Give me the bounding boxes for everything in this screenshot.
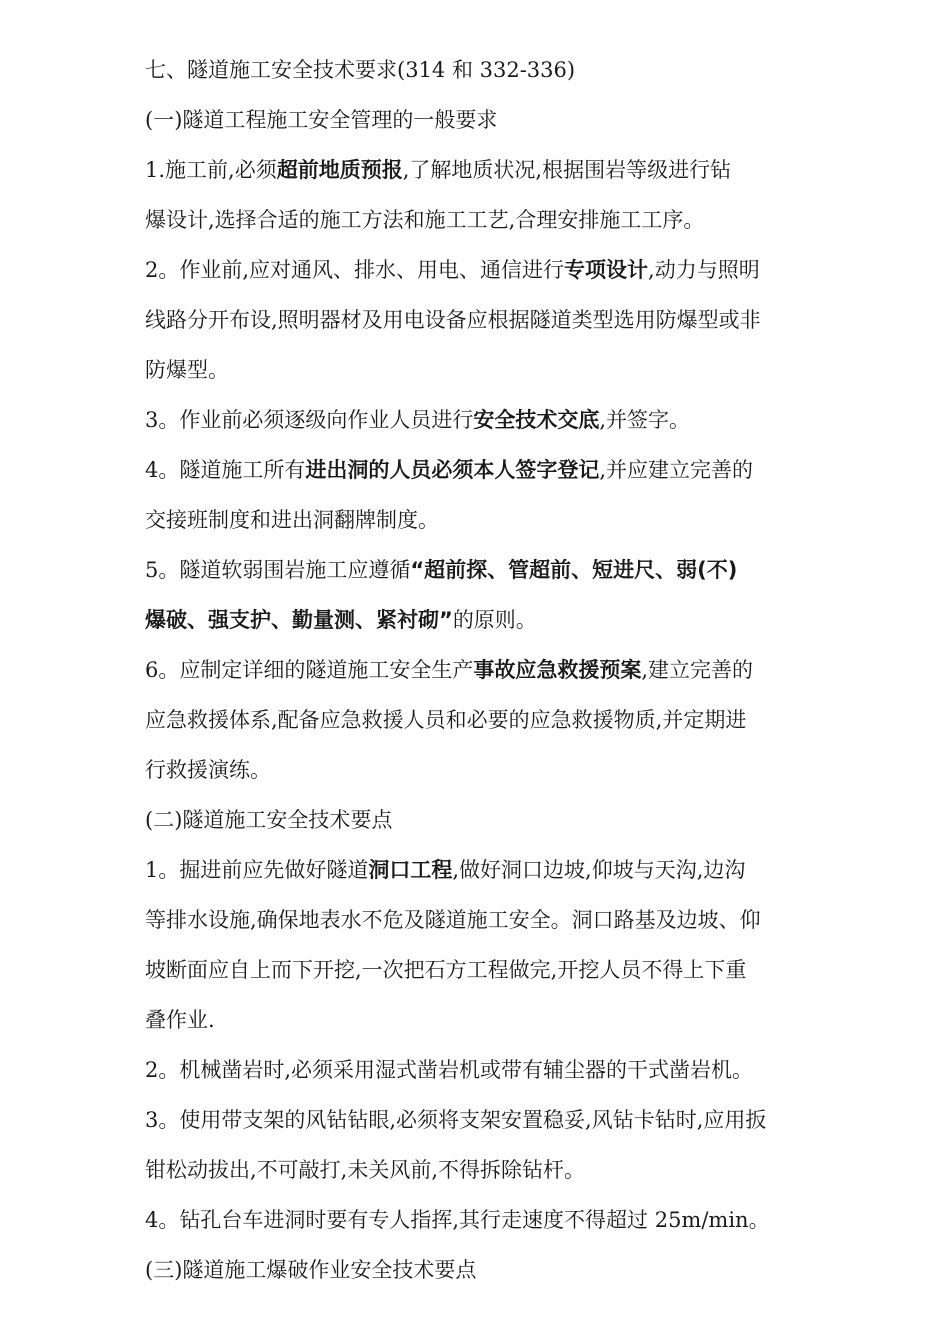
paragraph-line [145, 505, 825, 535]
text-run: 6。应制定详细的隧道施工安全生产 [145, 658, 474, 682]
paragraph-line [145, 355, 825, 385]
text-run: ,并签字。 [599, 408, 691, 432]
text-run: 1.施工前,必须 [145, 158, 277, 182]
paragraph-line [145, 955, 825, 985]
text-run: 2。机械凿岩时,必须采用湿式凿岩机或带有辅尘器的干式凿岩机。 [145, 1058, 754, 1082]
text-run: 3。作业前必须逐级向作业人员进行 [145, 408, 474, 432]
text-run: (一)隧道工程施工安全管理的一般要求 [145, 108, 498, 132]
text-run: 4。隧道施工所有 [145, 458, 306, 482]
text-run: 4。钻孔台车进洞时要有专人指挥,其行走速度不得超过 25m/min。 [145, 1208, 770, 1232]
bold-text-run: “超前探、管超前、短进尺、弱(不) [410, 558, 738, 582]
text-run: 坡断面应自上而下开挖,一次把石方工程做完,开挖人员不得上下重 [145, 958, 747, 982]
bold-text-run: 安全技术交底 [473, 408, 600, 432]
paragraph-line [145, 455, 825, 485]
paragraph-line [145, 655, 825, 685]
bold-text-run: 事故应急救援预案 [473, 658, 642, 682]
paragraph-line [145, 405, 825, 435]
text-run: 交接班制度和进出洞翻牌制度。 [145, 508, 439, 532]
text-run: 叠作业. [145, 1008, 215, 1032]
paragraph-line [145, 855, 825, 885]
text-run: 的原则。 [452, 608, 537, 632]
bold-text-run: 专项设计 [564, 258, 649, 282]
paragraph-line [145, 1155, 825, 1185]
text-run: ,建立完善的 [641, 658, 754, 682]
subsection-heading [145, 105, 825, 135]
text-run: 防爆型。 [145, 358, 229, 382]
paragraph-line [145, 1205, 825, 1235]
text-run: (二)隧道施工安全技术要点 [145, 808, 393, 832]
text-run: 七、隧道施工安全技术要求(314 和 332-336) [145, 58, 576, 82]
paragraph-line [145, 305, 825, 335]
bold-text-run: 洞口工程 [368, 858, 453, 882]
bold-text-run: 进出洞的人员必须本人签字登记 [305, 458, 600, 482]
section-heading [145, 55, 825, 85]
text-run: 5。隧道软弱围岩施工应遵循 [145, 558, 411, 582]
paragraph-line [145, 255, 825, 285]
paragraph-line [145, 1005, 825, 1035]
subsection-heading [145, 805, 825, 835]
text-run: 应急救援体系,配备应急救援人员和必要的应急救援物质,并定期进 [145, 708, 747, 732]
text-run: 3。使用带支架的风钻钻眼,必须将支架安置稳妥,风钻卡钻时,应用扳 [145, 1108, 767, 1132]
text-run: ,动力与照明 [648, 258, 760, 282]
paragraph-line [145, 605, 825, 635]
text-run: 线路分开布设,照明器材及用电设备应根据隧道类型选用防爆型或非 [145, 308, 761, 332]
text-run: ,并应建立完善的 [599, 458, 754, 482]
text-run: ,了解地质状况,根据围岩等级进行钻 [402, 158, 732, 182]
paragraph-line [145, 555, 825, 585]
text-run: 钳松动拔出,不可敲打,未关风前,不得拆除钻杆。 [145, 1158, 586, 1182]
text-run: 2。作业前,应对通风、排水、用电、通信进行 [145, 258, 565, 282]
text-run: (三)隧道施工爆破作业安全技术要点 [145, 1258, 477, 1282]
paragraph-line [145, 755, 825, 785]
paragraph-line [145, 705, 825, 735]
text-run: 行救援演练。 [145, 758, 271, 782]
paragraph-line [145, 205, 825, 235]
subsection-heading [145, 1255, 825, 1285]
paragraph-line [145, 1055, 825, 1085]
text-run: 1。掘进前应先做好隧道 [145, 858, 369, 882]
paragraph-line [145, 1105, 825, 1135]
bold-text-run: 爆破、强支护、勤量测、紧衬砌” [145, 608, 453, 632]
bold-text-run: 超前地质预报 [276, 158, 403, 182]
paragraph-line [145, 155, 825, 185]
text-run: ,做好洞口边坡,仰坡与天沟,边沟 [452, 858, 746, 882]
paragraph-line [145, 905, 825, 935]
text-run: 等排水设施,确保地表水不危及隧道施工安全。洞口路基及边坡、仰 [145, 908, 761, 932]
text-run: 爆设计,选择合适的施工方法和施工工艺,合理安排施工工序。 [145, 208, 705, 232]
